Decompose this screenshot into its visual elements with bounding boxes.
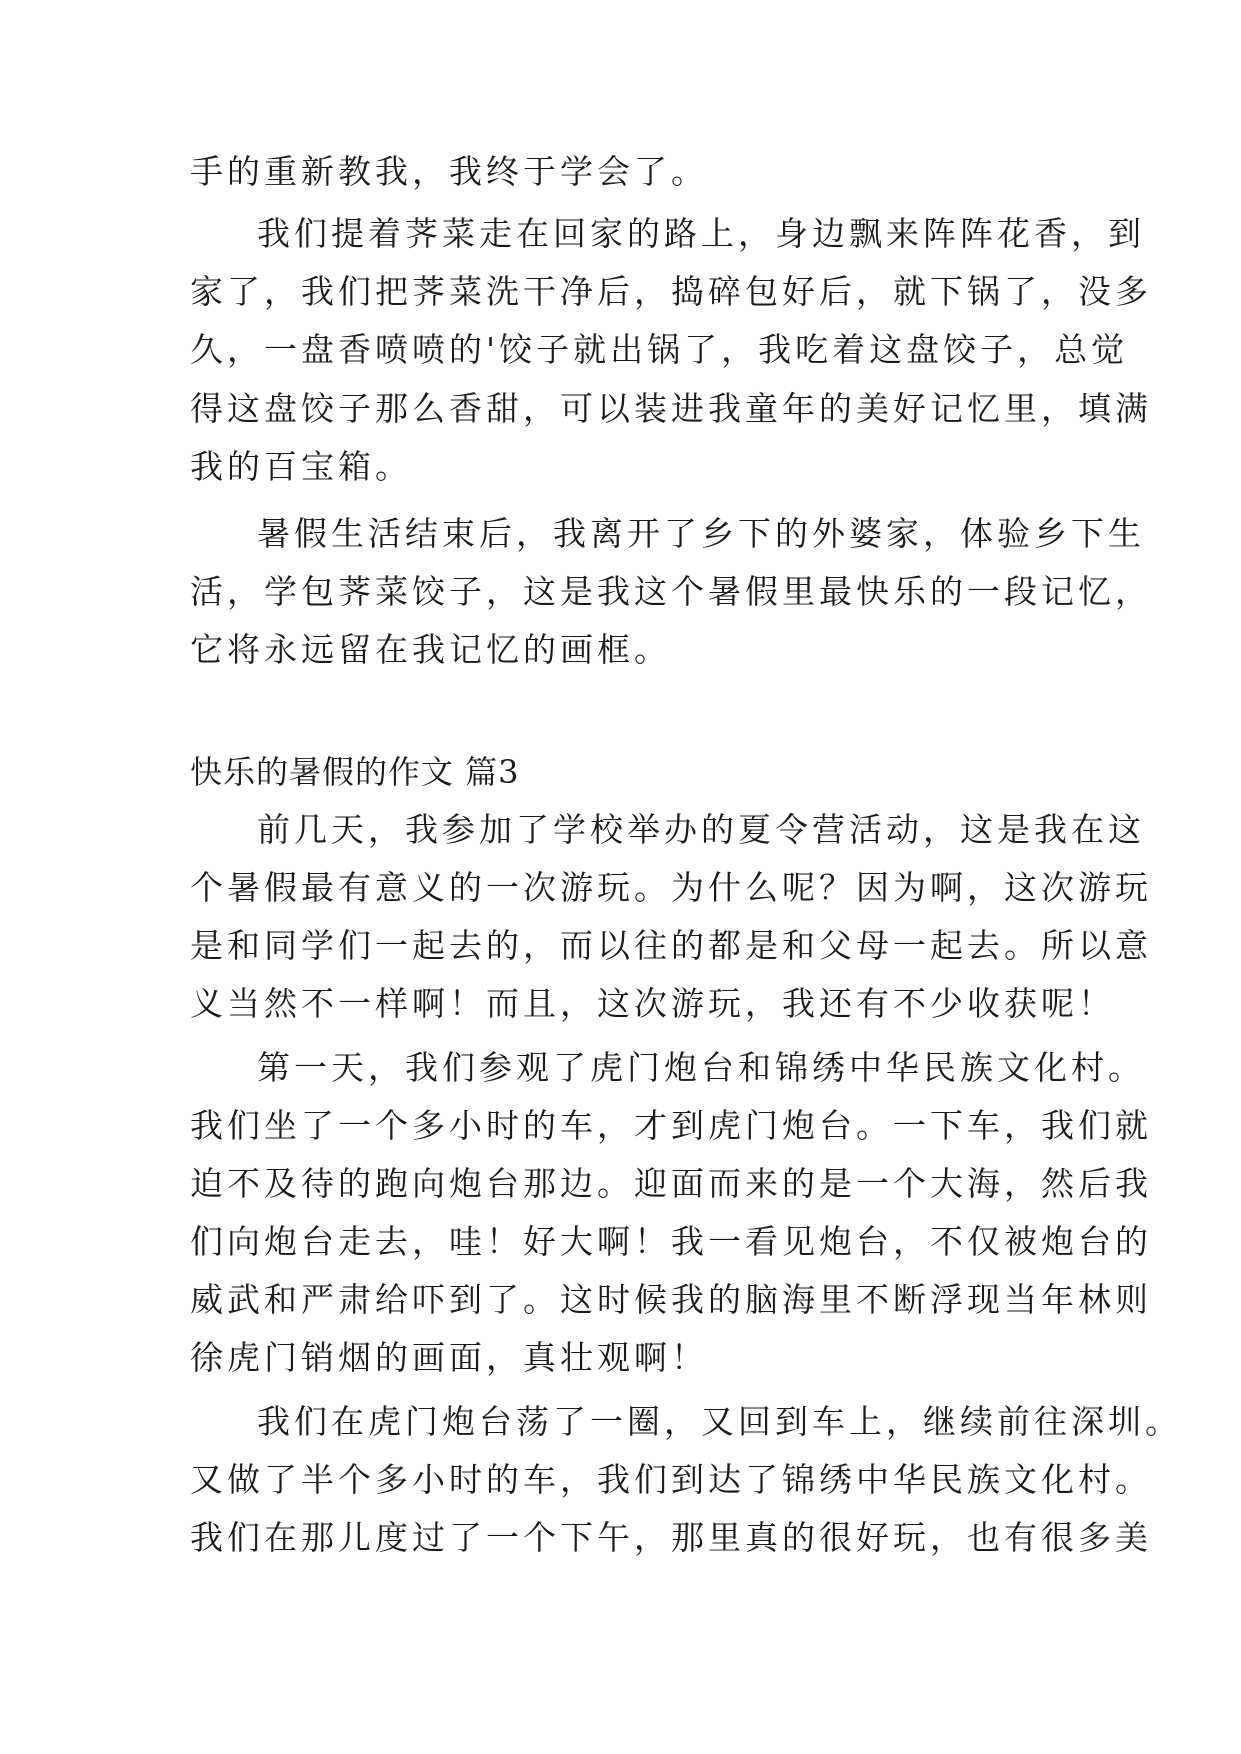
paragraph-line: 义当然不一样啊！而且，这次游玩，我还有不少收获呢！ — [190, 984, 1115, 1023]
paragraph-line: 我们在那儿度过了一个下午，那里真的很好玩，也有很多美 — [190, 1518, 1152, 1557]
paragraph-line: 我的百宝箱。 — [190, 447, 412, 486]
paragraph-line: 个暑假最有意义的一次游玩。为什么呢？因为啊，这次游玩 — [190, 868, 1152, 907]
paragraph-line: 久，一盘香喷喷的'饺子就出锅了，我吃着这盘饺子，总觉 — [190, 330, 1129, 369]
paragraph-line: 它将永远留在我记忆的画框。 — [190, 630, 671, 669]
paragraph-line: 徐虎门销烟的画面，真壮观啊！ — [190, 1338, 708, 1377]
paragraph-line: 是和同学们一起去的，而以往的都是和父母一起去。所以意 — [190, 926, 1152, 965]
paragraph-line: 得这盘饺子那么香甜，可以装进我童年的美好记忆里，填满 — [190, 389, 1152, 428]
paragraph-line: 暑假生活结束后，我离开了乡下的外婆家，体验乡下生 — [257, 514, 1145, 553]
paragraph-line: 活，学包荠菜饺子，这是我这个暑假里最快乐的一段记忆， — [190, 572, 1152, 611]
paragraph-line: 第一天，我们参观了虎门炮台和锦绣中华民族文化村。 — [257, 1048, 1145, 1087]
paragraph-line: 前几天，我参加了学校举办的夏令营活动，这是我在这 — [257, 810, 1145, 849]
paragraph-line: 手的重新教我，我终于学会了。 — [190, 152, 708, 191]
paragraph-line: 威武和严肃给吓到了。这时候我的脑海里不断浮现当年林则 — [190, 1280, 1152, 1319]
paragraph-line: 我们在虎门炮台荡了一圈，又回到车上，继续前往深圳。 — [257, 1402, 1182, 1441]
paragraph-line: 们向炮台走去，哇！好大啊！我一看见炮台，不仅被炮台的 — [190, 1222, 1152, 1261]
paragraph-line: 家了，我们把荠菜洗干净后，捣碎包好后，就下锅了，没多 — [190, 272, 1152, 311]
paragraph-line: 又做了半个多小时的车，我们到达了锦绣中华民族文化村。 — [190, 1460, 1152, 1499]
section-title: 快乐的暑假的作文 篇3 — [190, 753, 520, 791]
paragraph-line: 我们坐了一个多小时的车，才到虎门炮台。一下车，我们就 — [190, 1106, 1152, 1145]
paragraph-line: 我们提着荠菜走在回家的路上，身边飘来阵阵花香，到 — [257, 214, 1145, 253]
paragraph-line: 迫不及待的跑向炮台那边。迎面而来的是一个大海，然后我 — [190, 1164, 1152, 1203]
